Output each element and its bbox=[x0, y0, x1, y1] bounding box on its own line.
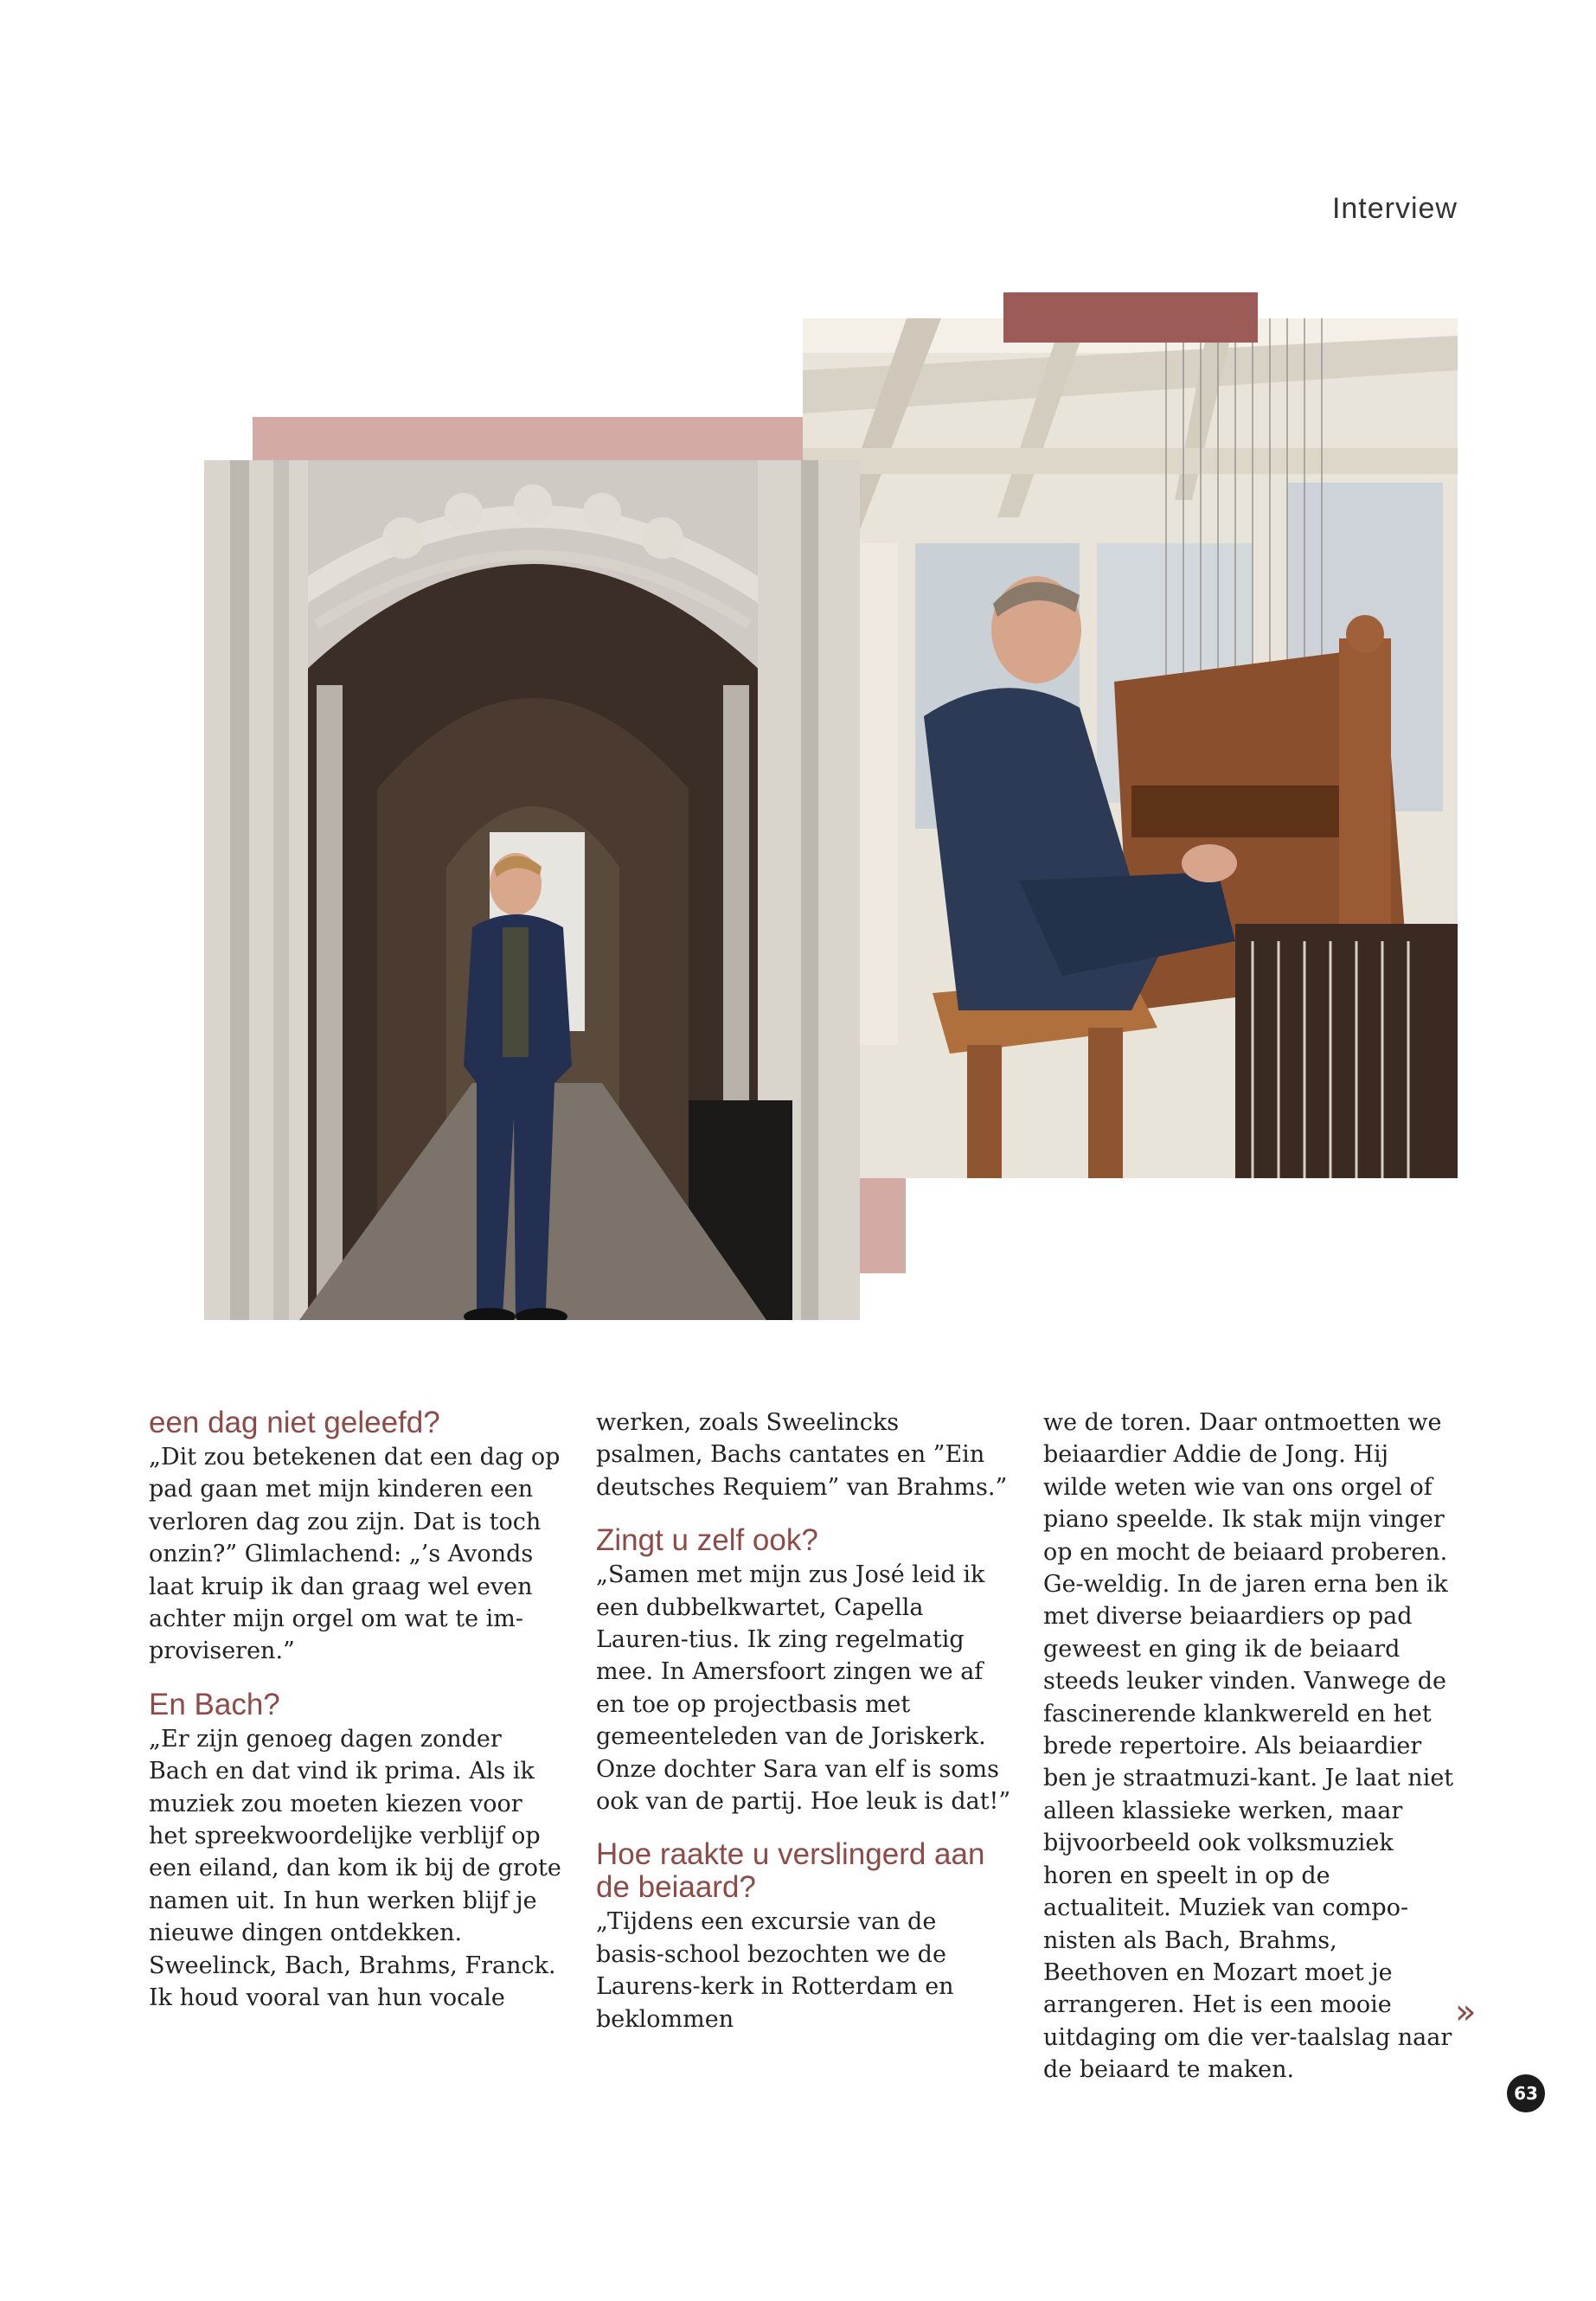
text-column-3 bbox=[1043, 1407, 1458, 2086]
photo-cloister-portrait bbox=[204, 460, 860, 1320]
section-label: Interview bbox=[1331, 192, 1458, 225]
text-column-2 bbox=[596, 1407, 1011, 2035]
question-heading: Zingt u zelf ook? bbox=[596, 1523, 818, 1558]
answer-paragraph: werken, zoals Sweelincks psalmen, Bachs cantates en ”Ein deutsches Requiem” van Brahms.” bbox=[596, 1409, 1008, 1501]
question-heading: Hoe raakte u verslingerd aan de beiaard? bbox=[596, 1837, 985, 1905]
question-heading: een dag niet geleefd? bbox=[149, 1406, 440, 1439]
answer-paragraph: „Tijdens een excursie van de basis-school bezochten we de Laurens-kerk in Rotterdam en beklommen bbox=[596, 1908, 954, 2033]
photo-carillon-player bbox=[803, 318, 1458, 1178]
text-column-1 bbox=[149, 1407, 564, 2015]
page-number-badge: 63 bbox=[1507, 2074, 1545, 2112]
decorative-tape bbox=[1003, 292, 1258, 343]
answer-paragraph: „Dit zou betekenen dat een dag op pad gaan met mijn kinderen een verloren dag zou zijn. Dat is toch onzin?” Glimlachend: „’s Avonds laat kruip ik dan graag wel even achter mijn orgel om wat te im-proviseren.” bbox=[149, 1444, 561, 1665]
continue-arrow-icon: » bbox=[1455, 1992, 1477, 2032]
answer-paragraph: „Samen met mijn zus José leid ik een dubbelkwartet, Capella Lauren-tius. Ik zing regelmatig mee. In Amersfoort zingen we af en toe op projectbasis met gemeenteleden van de Joriskerk. Onze dochter Sara van elf is soms ook van de partij. Hoe leuk is dat!” bbox=[596, 1561, 1011, 1816]
answer-paragraph: we de toren. Daar ontmoetten we beiaardier Addie de Jong. Hij wilde weten wie van ons orgel of piano speelde. Ik stak mijn vinger op en mocht de beiaard proberen. Ge-weldig. In de jaren erna ben ik met diverse beiaardiers op pad geweest en ging ik de beiaard steeds leuker vinden. Vanwege de fascinerende klankwereld en het brede repertoire. Als beiaardier ben je straatmuzi-kant. Je laat niet alleen klassieke werken, maar bijvoorbeeld ook volksmuziek horen en speelt in op de actualiteit. Muziek van compo-nisten als Bach, Brahms, Beethoven en Mozart moet je arrangeren. Het is een mooie uitdaging om die ver-taalslag naar de beiaard te maken. bbox=[1043, 1409, 1454, 2084]
question-heading: En Bach? bbox=[149, 1687, 280, 1721]
answer-paragraph: „Er zijn genoeg dagen zonder Bach en dat vind ik prima. Als ik muziek zou moeten kiezen voor het spreekwoordelijke verblijf op een eiland, dan kom ik bij de grote namen uit. In hun werken blijf je nieuwe dingen ontdekken. Sweelinck, Bach, Brahms, Franck. Ik houd vooral van hun vocale bbox=[149, 1725, 561, 2012]
